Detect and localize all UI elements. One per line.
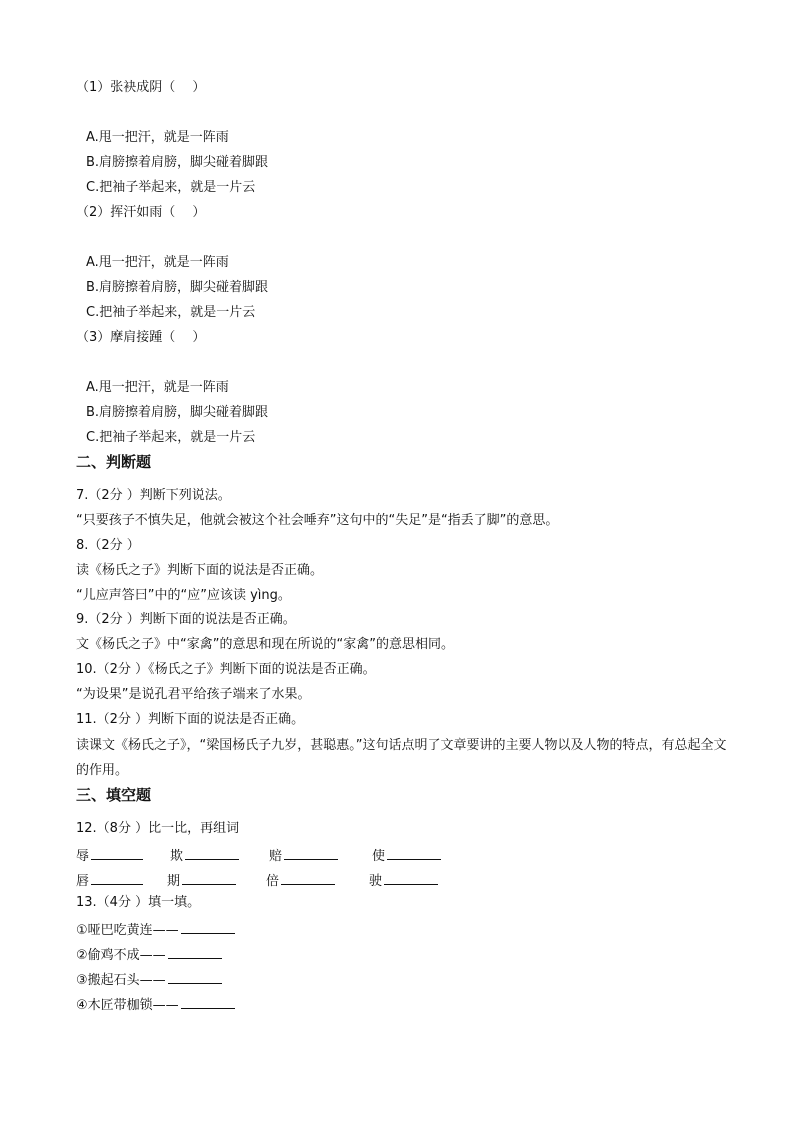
idiom-item bbox=[76, 919, 235, 940]
answer-blank[interactable] bbox=[91, 870, 143, 885]
question-9-header: 9.（2分 ）判断下面的说法是否正确。 bbox=[76, 612, 296, 627]
option-b: B.肩膀擦着肩膀，脚尖碰着脚跟 bbox=[86, 155, 269, 170]
question-11-body: 读课文《杨氏之子》，“梁国杨氏子九岁，甚聪惠。”这句话点明了文章要讲的主要人物以及人物的特点，有总起全文的作用。 bbox=[76, 738, 727, 778]
question-12-header: 12.（8分 ）比一比，再组词 bbox=[76, 821, 240, 836]
section-title-fill-in: 三、填空题 bbox=[76, 786, 152, 804]
answer-blank[interactable] bbox=[384, 870, 438, 885]
idiom-text: ④木匠带枷锁—— bbox=[76, 998, 179, 1013]
word-cell bbox=[167, 870, 236, 891]
idiom-item bbox=[76, 969, 222, 990]
option-b: B.肩膀擦着肩膀，脚尖碰着脚跟 bbox=[86, 280, 269, 295]
character: 辱 bbox=[76, 849, 90, 864]
question-8-header: 8.（2分 ） bbox=[76, 538, 140, 553]
idiom-item bbox=[76, 944, 222, 965]
word-cell bbox=[369, 870, 438, 891]
word-cell bbox=[266, 870, 335, 891]
word-cell bbox=[170, 845, 239, 866]
option-a: A.甩一把汗，就是一阵雨 bbox=[86, 130, 229, 145]
option-c: C.把袖子举起来，就是一片云 bbox=[86, 305, 256, 320]
idiom-item bbox=[76, 994, 235, 1015]
answer-blank[interactable] bbox=[168, 944, 222, 959]
question-10-body: “为设果”是说孔君平给孩子端来了水果。 bbox=[76, 687, 311, 702]
section-title-judgment: 二、判断题 bbox=[76, 453, 152, 471]
question-13-header: 13.（4分 ）填一填。 bbox=[76, 895, 201, 910]
idiom-text: ②偷鸡不成—— bbox=[76, 948, 166, 963]
character: 使 bbox=[372, 849, 386, 864]
answer-blank[interactable] bbox=[182, 870, 236, 885]
word-cell bbox=[269, 845, 338, 866]
answer-blank[interactable] bbox=[91, 845, 143, 860]
question-6-3: （3）摩肩接踵（ ） bbox=[76, 330, 206, 345]
answer-blank[interactable] bbox=[168, 969, 222, 984]
question-6-2: （2）挥汗如雨（ ） bbox=[76, 205, 206, 220]
question-8-line-2: “儿应声答曰”中的“应”应该读 yìng。 bbox=[76, 588, 291, 603]
word-cell bbox=[76, 845, 143, 866]
option-a: A.甩一把汗，就是一阵雨 bbox=[86, 255, 229, 270]
answer-blank[interactable] bbox=[185, 845, 239, 860]
answer-blank[interactable] bbox=[181, 919, 235, 934]
character: 唇 bbox=[76, 874, 90, 889]
word-cell bbox=[372, 845, 441, 866]
answer-blank[interactable] bbox=[387, 845, 441, 860]
question-9-body: 文《杨氏之子》中“家禽”的意思和现在所说的“家禽”的意思相同。 bbox=[76, 637, 454, 652]
idiom-text: ①哑巴吃黄连—— bbox=[76, 923, 179, 938]
answer-blank[interactable] bbox=[281, 870, 335, 885]
question-6-1: （1）张袂成阴（ ） bbox=[76, 80, 206, 95]
question-7-body: “只要孩子不慎失足，他就会被这个社会唾弃”这句中的“失足”是“指丢了脚”的意思。 bbox=[76, 513, 559, 528]
character: 期 bbox=[167, 874, 181, 889]
idiom-text: ③搬起石头—— bbox=[76, 973, 166, 988]
question-7-header: 7.（2分 ）判断下列说法。 bbox=[76, 488, 231, 503]
character: 倍 bbox=[266, 874, 280, 889]
character: 驶 bbox=[369, 874, 383, 889]
option-c: C.把袖子举起来，就是一片云 bbox=[86, 430, 256, 445]
question-11-header: 11.（2分 ）判断下面的说法是否正确。 bbox=[76, 712, 305, 727]
answer-blank[interactable] bbox=[284, 845, 338, 860]
question-8-line-1: 读《杨氏之子》判断下面的说法是否正确。 bbox=[76, 563, 324, 578]
answer-blank[interactable] bbox=[181, 994, 235, 1009]
word-cell bbox=[76, 870, 143, 891]
option-c: C.把袖子举起来，就是一片云 bbox=[86, 180, 256, 195]
option-a: A.甩一把汗，就是一阵雨 bbox=[86, 380, 229, 395]
character: 赔 bbox=[269, 849, 283, 864]
character: 欺 bbox=[170, 849, 184, 864]
option-b: B.肩膀擦着肩膀，脚尖碰着脚跟 bbox=[86, 405, 269, 420]
question-10-header: 10.（2分 ）《杨氏之子》判断下面的说法是否正确。 bbox=[76, 662, 376, 677]
